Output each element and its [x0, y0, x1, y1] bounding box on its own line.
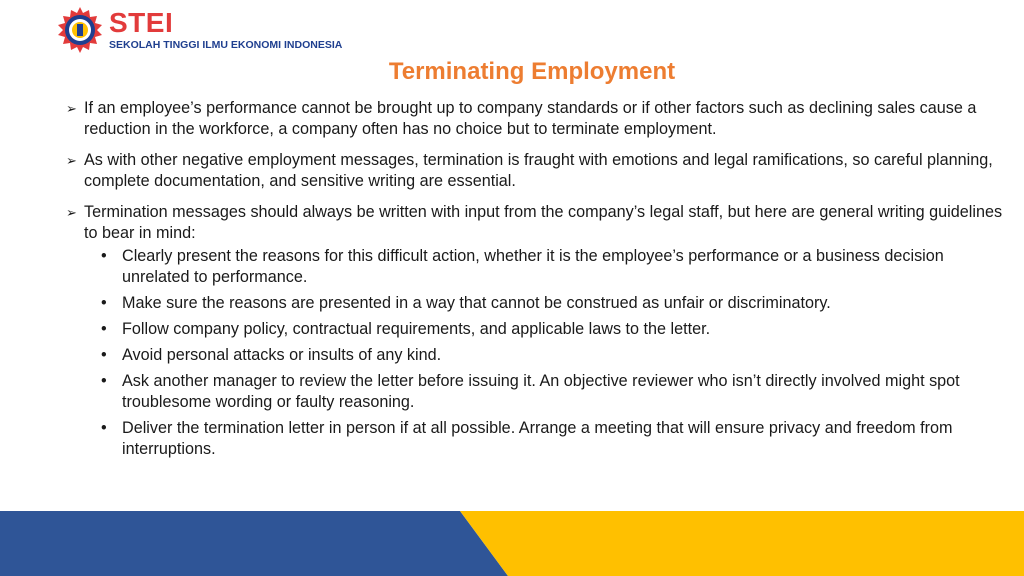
footer-band — [0, 511, 1024, 576]
logo-name: STEI — [109, 6, 174, 38]
arrow-bullet-icon: ➢ — [66, 153, 77, 168]
arrow-bullet-icon: ➢ — [66, 205, 77, 220]
sub-bullet-text: Avoid personal attacks or insults of any kind. — [122, 346, 442, 364]
dot-bullet-icon: • — [101, 320, 107, 338]
slide-content — [66, 98, 1006, 470]
sub-bullet-item — [84, 293, 1006, 314]
footer-blue-band — [0, 511, 508, 576]
sub-bullet-list — [84, 246, 1006, 460]
sub-bullet-text: Clearly present the reasons for this difficult action, whether it is the employee’s performance or a business decision unrelated to performance. — [122, 247, 944, 286]
bullet-text: As with other negative employment messages, termination is fraught with emotions and legal ramifications, so careful planning, complete documentation, and sensitive writing are essential. — [84, 151, 993, 190]
sub-bullet-item — [84, 246, 1006, 288]
dot-bullet-icon: • — [101, 346, 107, 364]
sub-bullet-item — [84, 418, 1006, 460]
sub-bullet-text: Follow company policy, contractual requirements, and applicable laws to the letter. — [122, 320, 711, 338]
dot-bullet-icon: • — [101, 247, 107, 265]
bullet-item — [66, 98, 1006, 140]
bullet-item — [66, 202, 1006, 460]
bullet-text: If an employee’s performance cannot be brought up to company standards or if other factors such as declining sales cause a reduction in the workforce, a company often has no choice but to terminate employment. — [84, 99, 977, 138]
sub-bullet-item — [84, 371, 1006, 413]
sub-bullet-item — [84, 319, 1006, 340]
bullet-item — [66, 150, 1006, 192]
arrow-bullet-icon: ➢ — [66, 101, 77, 116]
sub-bullet-text: Deliver the termination letter in person if at all possible. Arrange a meeting that will ensure privacy and freedom from interruptions. — [122, 419, 953, 458]
sub-bullet-item — [84, 345, 1006, 366]
dot-bullet-icon: • — [101, 294, 107, 312]
sub-bullet-text: Ask another manager to review the letter before issuing it. An objective reviewer who isn’t directly involved might spot troublesome wording or faulty reasoning. — [122, 372, 960, 411]
slide-title: Terminating Employment — [388, 58, 676, 85]
logo-subtitle: SEKOLAH TINGGI ILMU EKONOMI INDONESIA — [109, 38, 343, 51]
dot-bullet-icon: • — [101, 419, 107, 437]
footer-yellow-band — [460, 511, 1024, 576]
sub-bullet-text: Make sure the reasons are presented in a way that cannot be construed as unfair or discriminatory. — [122, 294, 831, 312]
logo — [55, 4, 342, 56]
bullet-text: Termination messages should always be written with input from the company’s legal staff, but here are general writing guidelines to bear in mind: — [84, 203, 1003, 242]
dot-bullet-icon: • — [101, 372, 107, 390]
logo-emblem-icon — [55, 5, 105, 55]
